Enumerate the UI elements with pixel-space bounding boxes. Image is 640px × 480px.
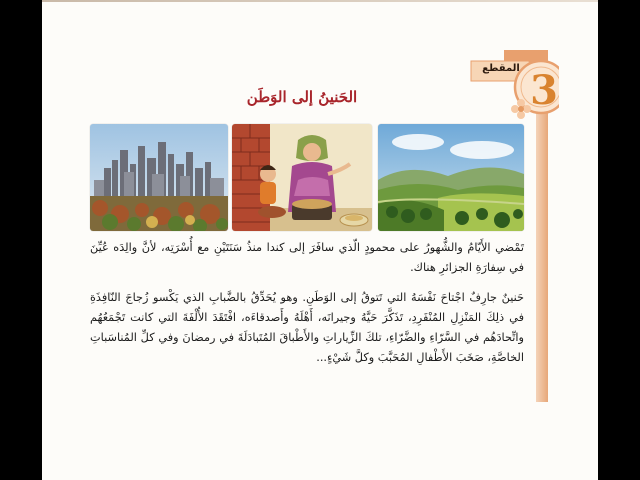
city-skyline-image bbox=[90, 124, 228, 231]
lesson-title: الحَنينُ إلى الوَطَن bbox=[246, 88, 358, 106]
textbook-page bbox=[42, 0, 598, 480]
section-number: 3 bbox=[530, 67, 558, 114]
paragraph-nostalgia: حَنينٌ جارِفٌ اجْتاحَ نَفْسَهُ التي تَتوقُ إلى الوَطَنِ. وهو يُحَدِّقُ بالضَّبابِ الذي يَكْسو زُجاجَ النّافِذَةِ في ذلِكَ المَنْزِلِ المُنْفَرِدِ، تَذَكَّرَ حَيَّهُ وجيرانَه، أَهْلَهُ وأَصدقاءَه، افْتَقَدَ الأُلْفَةَ التي كانت تَجْمَعُهُم واتِّحادَهُم في السَّرّاءِ والضَّرّاءِ، تلكَ الزِّياراتِ والأَطْباقَ المُتَبادَلَةَ في رمضانَ وفي كلِّ المُناسَباتِ الخاصَّةِ، صَخَبَ الأَطْفالِ المُحَبَّبَ وكلَّ شَيْءٍ... bbox=[90, 291, 524, 364]
section-badge bbox=[467, 55, 559, 123]
section-label: المقطع bbox=[482, 63, 520, 74]
paragraph-intro: تَمْضي الأَيّامُ والشُّهورُ على محمودٍ الّذي سافَرَ إلى كندا منذُ سَنَتَيْنِ مع أُسْرَتِه، لأنَّ والِدَه عُيِّنَ في سِفارَةِ الجزائرِ هناك. bbox=[90, 241, 524, 274]
grandmother-cooking-image bbox=[232, 124, 372, 231]
page-top-edge bbox=[42, 0, 598, 2]
green-landscape-image bbox=[378, 124, 524, 231]
